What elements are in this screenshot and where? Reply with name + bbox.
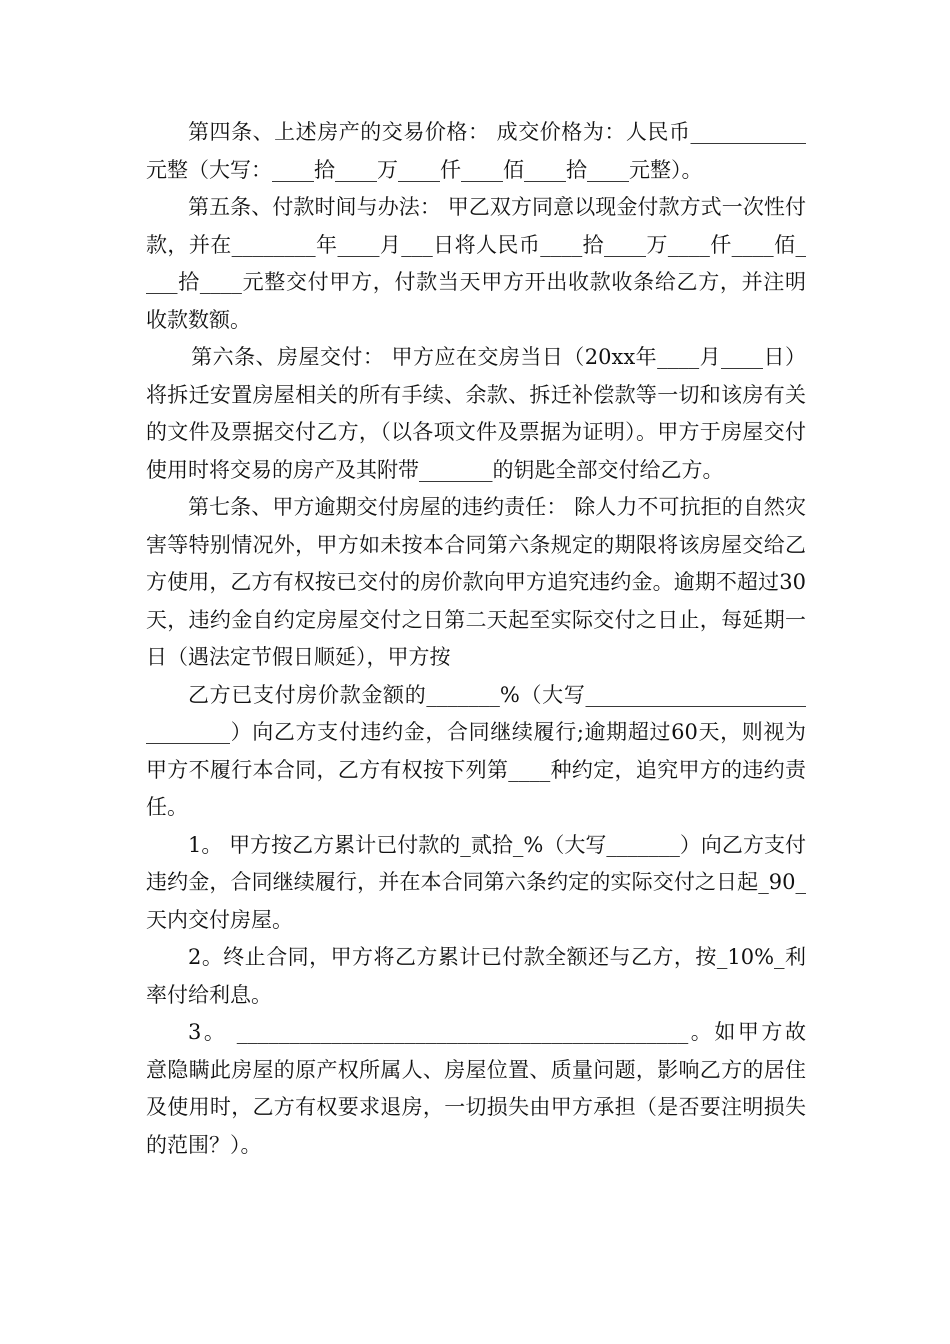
article-4-price: 第四条、上述房产的交易价格： 成交价格为：人民币___________元整（大写：____拾____万____仟____佰____拾____元整）。 (146, 120, 806, 182)
article-5-payment: 第五条、付款时间与办法： 甲乙双方同意以现金付款方式一次性付款，并在________年____月___日将人民币____拾____万____仟____佰____拾____元整交付甲方，付款当天甲方开出收款收条给乙方，并注明收款数额。 (146, 195, 806, 332)
document-body (146, 114, 806, 1164)
article-6-delivery: 第六条、房屋交付： 甲方应在交房当日（20xx年____月____日）将拆迁安置房屋相关的所有手续、余款、拆迁补偿款等一切和该房有关的文件及票据交付乙方，（以各项文件及票据为证明）。甲方于房屋交付使用时将交易的房产及其附带_______的钥匙全部交付给乙方。 (146, 345, 806, 482)
clause-1: 1。 甲方按乙方累计已付款的_贰拾_%（大写_______）向乙方支付违约金，合同继续履行，并在本合同第六条约定的实际交付之日起_90_天内交付房屋。 (146, 832, 806, 932)
article-7-continued: 乙方已支付房价款金额的_______%（大写_____________________________）向乙方支付违约金，合同继续履行;逾期超过60天，则视为甲方不履行本合同，乙方有权按下列第____种约定，追究甲方的违约责任。 (146, 682, 806, 819)
article-7-liability: 第七条、甲方逾期交付房屋的违约责任： 除人力不可抗拒的自然灾害等特别情况外，甲方如未按本合同第六条规定的期限将该房屋交给乙方使用，乙方有权按已交付的房价款向甲方追究违约金。逾期不超过30天，违约金自约定房屋交付之日第二天起至实际交付之日止，每延期一日（遇法定节假日顺延），甲方按 (146, 495, 806, 669)
clause-3: 3。 ___________________________________________。如甲方故意隐瞒此房屋的原产权所属人、房屋位置、质量问题，影响乙方的居住及使用时，乙方有权要求退房，一切损失由甲方承担（是否要注明损失的范围？）。 (146, 1020, 806, 1157)
clause-2: 2。终止合同，甲方将乙方累计已付款全额还与乙方，按_10%_利率付给利息。 (146, 945, 806, 1007)
